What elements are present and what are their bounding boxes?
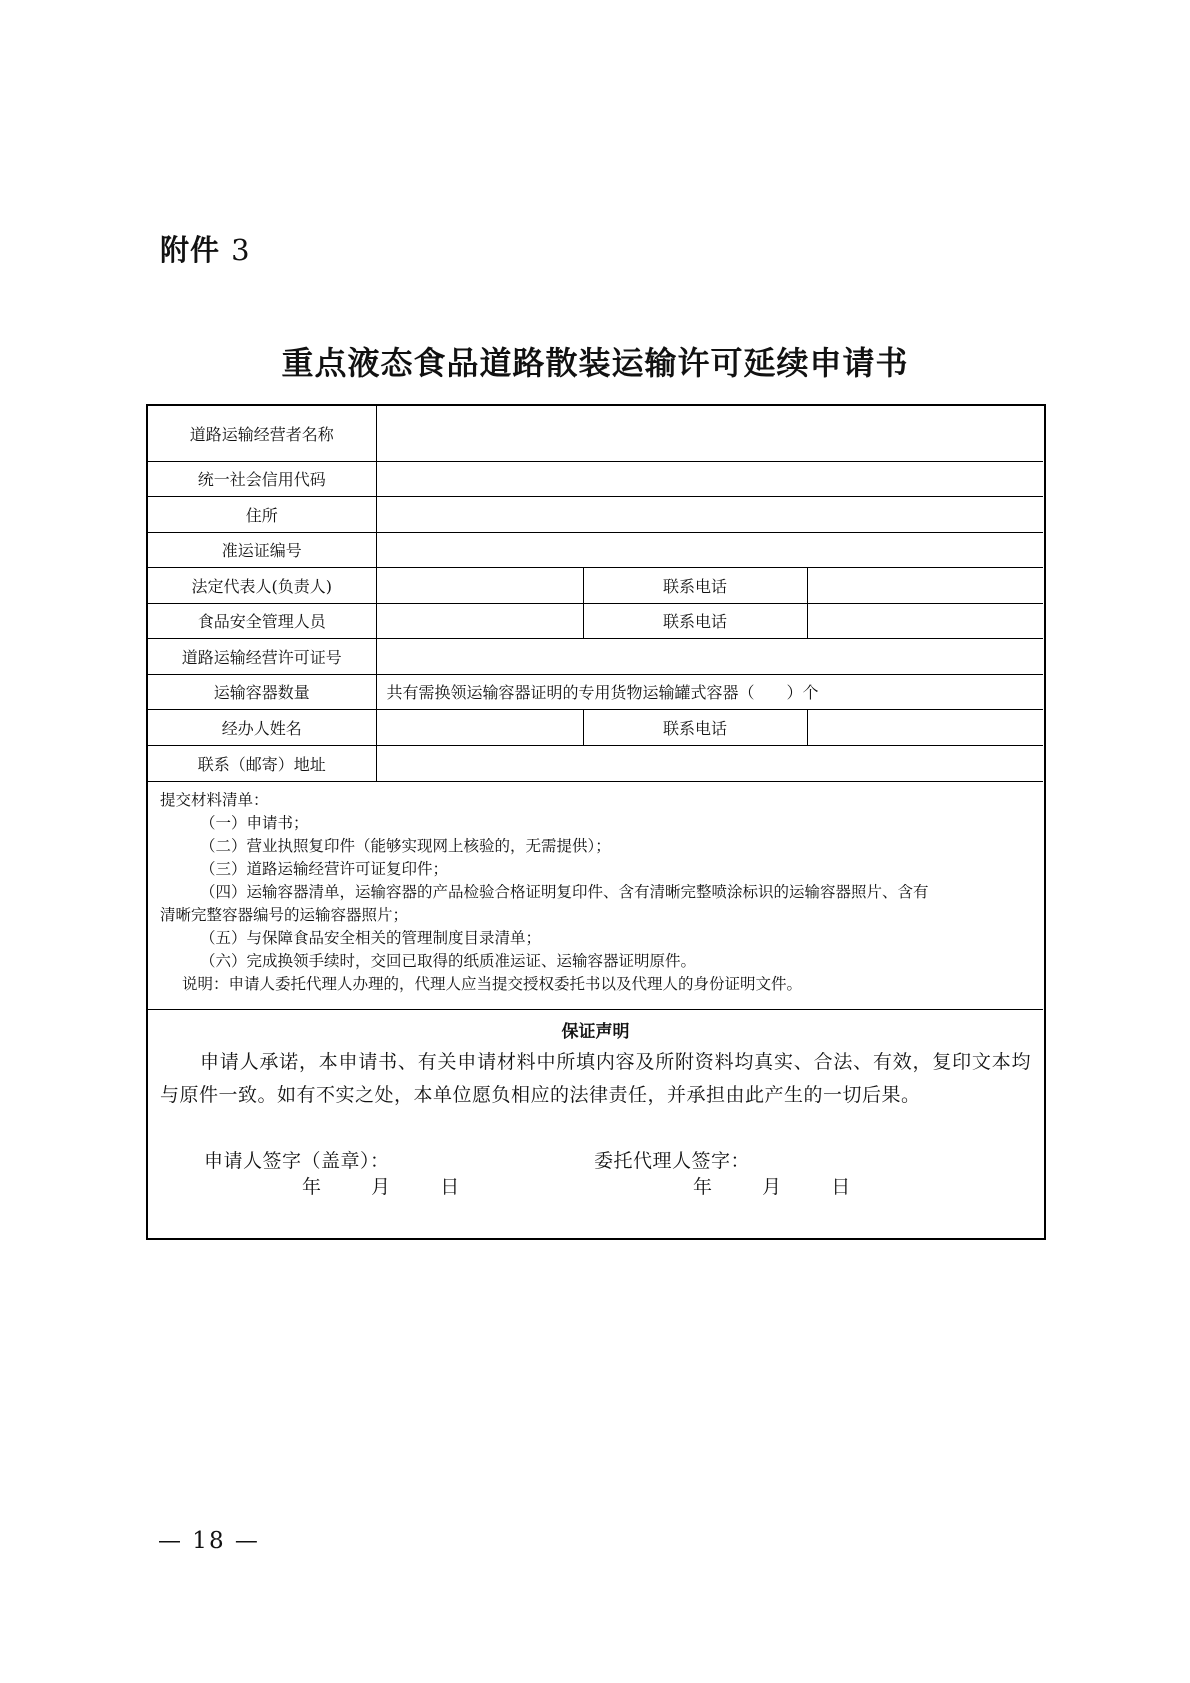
label-permit-number: 准运证编号 [148,532,376,567]
materials-item-1: （一）申请书； [200,814,309,832]
field-handler-phone[interactable] [807,709,1043,745]
label-legal-rep: 法定代表人(负责人) [148,567,376,603]
field-business-license[interactable] [376,638,1043,674]
agent-month-label: 月 [762,1176,782,1198]
row-legal-rep [148,567,1043,603]
declaration-title: 保证声明 [561,1022,630,1042]
row-food-safety-manager [148,603,1043,638]
field-handler-name[interactable] [376,709,583,745]
attachment-text: 附件 [160,233,221,267]
agent-day-label: 日 [831,1176,851,1198]
label-legal-rep-phone: 联系电话 [583,567,807,603]
field-operator-name[interactable] [376,406,1043,461]
row-permit-number [148,532,1043,567]
materials-item-5: （五）与保障食品安全相关的管理制度目录清单； [200,929,542,947]
agent-year-label: 年 [693,1176,713,1198]
label-container-count: 运输容器数量 [148,674,376,709]
agent-signature-label[interactable]: 委托代理人签字： [594,1150,751,1172]
row-mailing-address [148,745,1043,781]
label-credit-code: 统一社会信用代码 [148,461,376,496]
field-manager-phone[interactable] [807,603,1043,638]
attachment-number: 3 [231,233,251,267]
row-credit-code [148,461,1043,496]
field-mailing-address[interactable] [376,745,1043,781]
materials-item-4-continued: 清晰完整容器编号的运输容器照片； [160,906,409,924]
page-number: — 18 — [158,1528,260,1554]
label-address: 住所 [148,496,376,532]
label-food-safety-manager: 食品安全管理人员 [148,603,376,638]
applicant-year-label: 年 [302,1176,322,1198]
field-legal-rep-phone[interactable] [807,567,1043,603]
label-handler-name: 经办人姓名 [148,709,376,745]
field-legal-rep[interactable] [376,567,583,603]
materials-item-6: （六）完成换领手续时，交回已取得的纸质准运证、运输容器证明原件。 [200,952,697,970]
materials-item-2: （二）营业执照复印件（能够实现网上核验的，无需提供）； [200,837,611,855]
field-address[interactable] [376,496,1043,532]
field-food-safety-manager[interactable] [376,603,583,638]
applicant-signature-label[interactable]: 申请人签字（盖章）： [204,1150,390,1172]
row-container-count [148,674,1043,709]
row-address [148,496,1043,532]
applicant-day-label: 日 [440,1176,460,1198]
form-table [148,406,1043,782]
declaration-body: 申请人承诺，本申请书、有关申请材料中所填内容及所附资料均真实、合法、有效，复印文本均与原件一致。如有不实之处，本单位愿负相应的法律责任，并承担由此产生的一切后果。 [160,1051,1031,1106]
row-business-license [148,638,1043,674]
applicant-month-label: 月 [371,1176,391,1198]
agent-date[interactable] [693,1172,850,1199]
row-operator-name [148,406,1043,461]
document-title: 重点液态食品道路散装运输许可延续申请书 [281,344,909,382]
label-mailing-address: 联系（邮寄）地址 [148,745,376,781]
application-form [146,404,1046,1240]
label-business-license: 道路运输经营许可证号 [148,638,376,674]
attachment-label [160,228,251,269]
field-credit-code[interactable] [376,461,1043,496]
label-operator-name: 道路运输经营者名称 [148,406,376,461]
declaration-section [148,1010,1043,1238]
label-handler-phone: 联系电话 [583,709,807,745]
row-handler [148,709,1043,745]
field-container-count[interactable]: 共有需换领运输容器证明的专用货物运输罐式容器（ ）个 [376,674,1043,709]
materials-item-3: （三）道路运输经营许可证复印件； [200,860,449,878]
field-permit-number[interactable] [376,532,1043,567]
materials-section [148,784,1043,1010]
label-manager-phone: 联系电话 [583,603,807,638]
applicant-date[interactable] [302,1172,459,1199]
materials-item-4: （四）运输容器清单，运输容器的产品检验合格证明复印件、含有清晰完整喷涂标识的运输容器照片、含有 [200,883,929,901]
materials-heading: 提交材料清单： [160,791,269,809]
materials-note: 说明：申请人委托代理人办理的，代理人应当提交授权委托书以及代理人的身份证明文件。 [182,975,803,993]
